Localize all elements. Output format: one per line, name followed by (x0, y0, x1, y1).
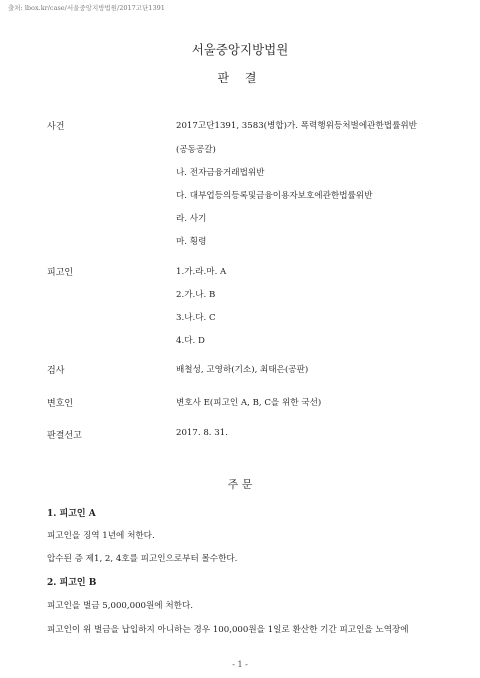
defendant-line: 4.다. D (176, 336, 205, 346)
section-line: 압수된 증 제1, 2, 4호를 피고인으로부터 몰수한다. (47, 554, 238, 564)
document-title: 판 결 (217, 71, 263, 85)
ruling-title: 주 문 (227, 478, 253, 491)
counsel-value: 변호사 E(피고인 A, B, C을 위한 국선) (176, 398, 322, 408)
defendant-line: 1.가.라.마. A (176, 267, 227, 277)
prosecutor-value: 배철성, 고영하(기소), 최태은(공판) (176, 365, 309, 375)
case-line: 다. 대부업등의등록및금융이용자보호에관한법률위반 (176, 191, 373, 201)
section-heading: 2. 피고인 B (47, 578, 97, 588)
section-line: 피고인을 징역 1년에 처한다. (47, 531, 155, 541)
case-line: 나. 전자금융거래법위반 (176, 168, 265, 178)
case-label: 사건 (47, 122, 65, 132)
defendant-line: 3.나.다. C (176, 313, 216, 323)
prosecutor-label: 검사 (47, 366, 65, 376)
case-line: 2017고단1391, 3583(병합)가. 폭력행위등처벌에관한법률위반 (176, 121, 417, 131)
case-line: 라. 사기 (176, 214, 207, 224)
defendants-label: 피고인 (47, 268, 74, 278)
section-heading: 1. 피고인 A (47, 509, 96, 519)
page-number: - 1 - (232, 660, 248, 669)
counsel-label: 변호인 (47, 399, 74, 409)
court-name: 서울중앙지방법원 (191, 42, 289, 57)
source-header: 출처: lbox.kr/case/서울중앙지방법원/2017고단1391 (8, 4, 165, 12)
case-line: 마. 횡령 (176, 237, 207, 247)
verdict-date-label: 판결선고 (47, 431, 82, 441)
section-line: 피고인을 벌금 5,000,000원에 처한다. (47, 601, 193, 611)
case-line: (공동공갈) (176, 145, 216, 155)
verdict-date-value: 2017. 8. 31. (176, 428, 228, 438)
section-line: 피고인이 위 벌금을 납입하지 아니하는 경우 100,000원을 1일로 환산한 기간 피고인을 노역장에 (47, 625, 409, 635)
defendant-line: 2.가.나. B (176, 290, 216, 300)
